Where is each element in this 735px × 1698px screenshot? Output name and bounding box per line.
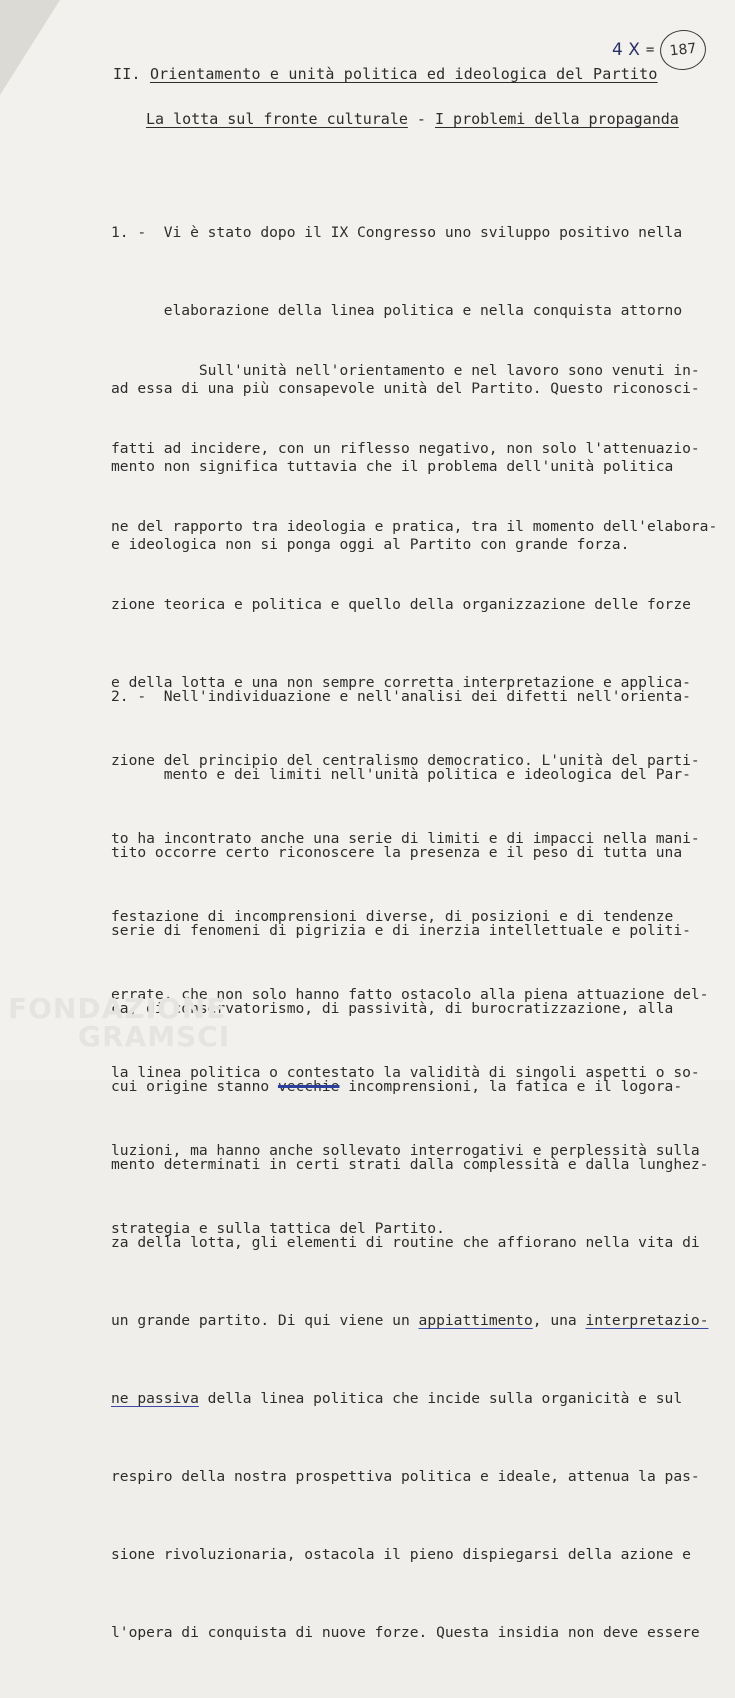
underlined-phrase: appiattimento (418, 1312, 533, 1329)
text-line: Sull'unità nell'orientamento e nel lavoro sono venuti in- (111, 362, 700, 379)
subheading-separator: - (407, 110, 435, 128)
folded-corner (0, 0, 60, 95)
subheading-part1: La lotta sul fronte culturale (146, 110, 408, 128)
text-line: tito occorre certo riconoscere la presenza e il peso di tutta una (111, 844, 683, 861)
text-line: e della lotta e una non sempre corretta interpretazione e applica- (111, 674, 691, 691)
text-line: zione del principio del centralismo democratico. L'unità del parti- (111, 752, 700, 769)
underlined-phrase: ne passiva (111, 1390, 199, 1407)
circled-page-number: 187 (658, 28, 708, 73)
archive-watermark (8, 992, 231, 1053)
watermark-line1: FONDAZIONE (8, 992, 227, 1025)
text-line: ad essa di una più consapevole unità del Partito. Questo riconosci- (111, 380, 700, 397)
text-line: l'opera di conquista di nuove forze. Questa insidia non deve essere (111, 1624, 700, 1641)
text-line: ca, di conservatorismo, di passività, di burocratizzazione, alla (111, 1000, 674, 1017)
text-line: sione rivoluzionaria, ostacola il pieno dispiegarsi della azione e (111, 1546, 691, 1563)
text-line: za della lotta, gli elementi di routine che affiorano nella vita di (111, 1234, 700, 1251)
text-line: elaborazione della linea politica e nella conquista attorno (111, 302, 683, 319)
heading-prefix: II. (113, 65, 150, 83)
text-fragment: un grande partito. Di qui viene un (111, 1312, 419, 1329)
handwritten-annotation (612, 30, 706, 70)
watermark-line2: GRAMSCI (78, 1020, 231, 1053)
text-line-with-underlines (111, 1308, 709, 1334)
text-line: fatti ad incidere, con un riflesso negativo, non solo l'attenuazio- (111, 440, 700, 457)
text-fragment: cui origine stanno (111, 1078, 278, 1095)
text-fragment: incomprensioni, la fatica e il logora- (339, 1078, 683, 1095)
text-line: 1. - Vi è stato dopo il IX Congresso uno sviluppo positivo nella (111, 224, 683, 241)
section-heading (113, 65, 658, 83)
section-subheading (146, 110, 679, 128)
text-line: errate, che non solo hanno fatto ostacolo alla piena attuazione del- (111, 986, 709, 1003)
text-line: respiro della nostra prospettiva politica e ideale, attenua la pas- (111, 1468, 700, 1485)
text-line: luzioni, ma hanno anche sollevato interrogativi e perplessità sulla (111, 1142, 700, 1159)
underlined-phrase: interpretazio- (585, 1312, 709, 1329)
text-line-with-deletion (111, 1074, 701, 1100)
text-line: mento e dei limiti nell'unità politica e ideologica del Par- (111, 766, 691, 783)
text-fragment: della linea politica che incide sulla organicità e sul (198, 1390, 683, 1407)
paragraph-3 (111, 632, 709, 1698)
text-line: 2. - Nell'individuazione e nell'analisi dei difetti nell'orienta- (111, 688, 691, 705)
text-line: e ideologica non si ponga oggi al Partito con grande forza. (111, 536, 630, 553)
text-line: la linea politica o contestato la validità di singoli aspetti o so- (111, 1064, 700, 1081)
text-line: serie di fenomeni di pigrizia e di inerzia intellettuale e politi- (111, 922, 691, 939)
text-line: mento non significa tuttavia che il problema dell'unità politica (111, 458, 674, 475)
text-fragment: , una (532, 1312, 586, 1329)
text-line-with-underline (111, 1386, 701, 1412)
text-line: mento determinati in certi strati dalla complessità e dalla lunghez- (111, 1156, 709, 1173)
text-line: zione teorica e politica e quello della organizzazione delle forze (111, 596, 691, 613)
text-line: to ha incontrato anche una serie di limiti e di impacci nella mani- (111, 830, 700, 847)
text-line: strategia e sulla tattica del Partito. (111, 1220, 445, 1237)
heading-title: Orientamento e unità politica ed ideologica del Partito (149, 65, 658, 83)
equals-sign: = (645, 42, 655, 58)
struck-word: vecchie (277, 1078, 340, 1095)
text-line: ne del rapporto tra ideologia e pratica, tra il momento dell'elabora- (111, 518, 718, 535)
handwritten-number: 4 X (612, 40, 640, 60)
subheading-part2: I problemi della propaganda (435, 110, 679, 128)
text-line: festazione di incomprensioni diverse, di posizioni e di tendenze (111, 908, 674, 925)
